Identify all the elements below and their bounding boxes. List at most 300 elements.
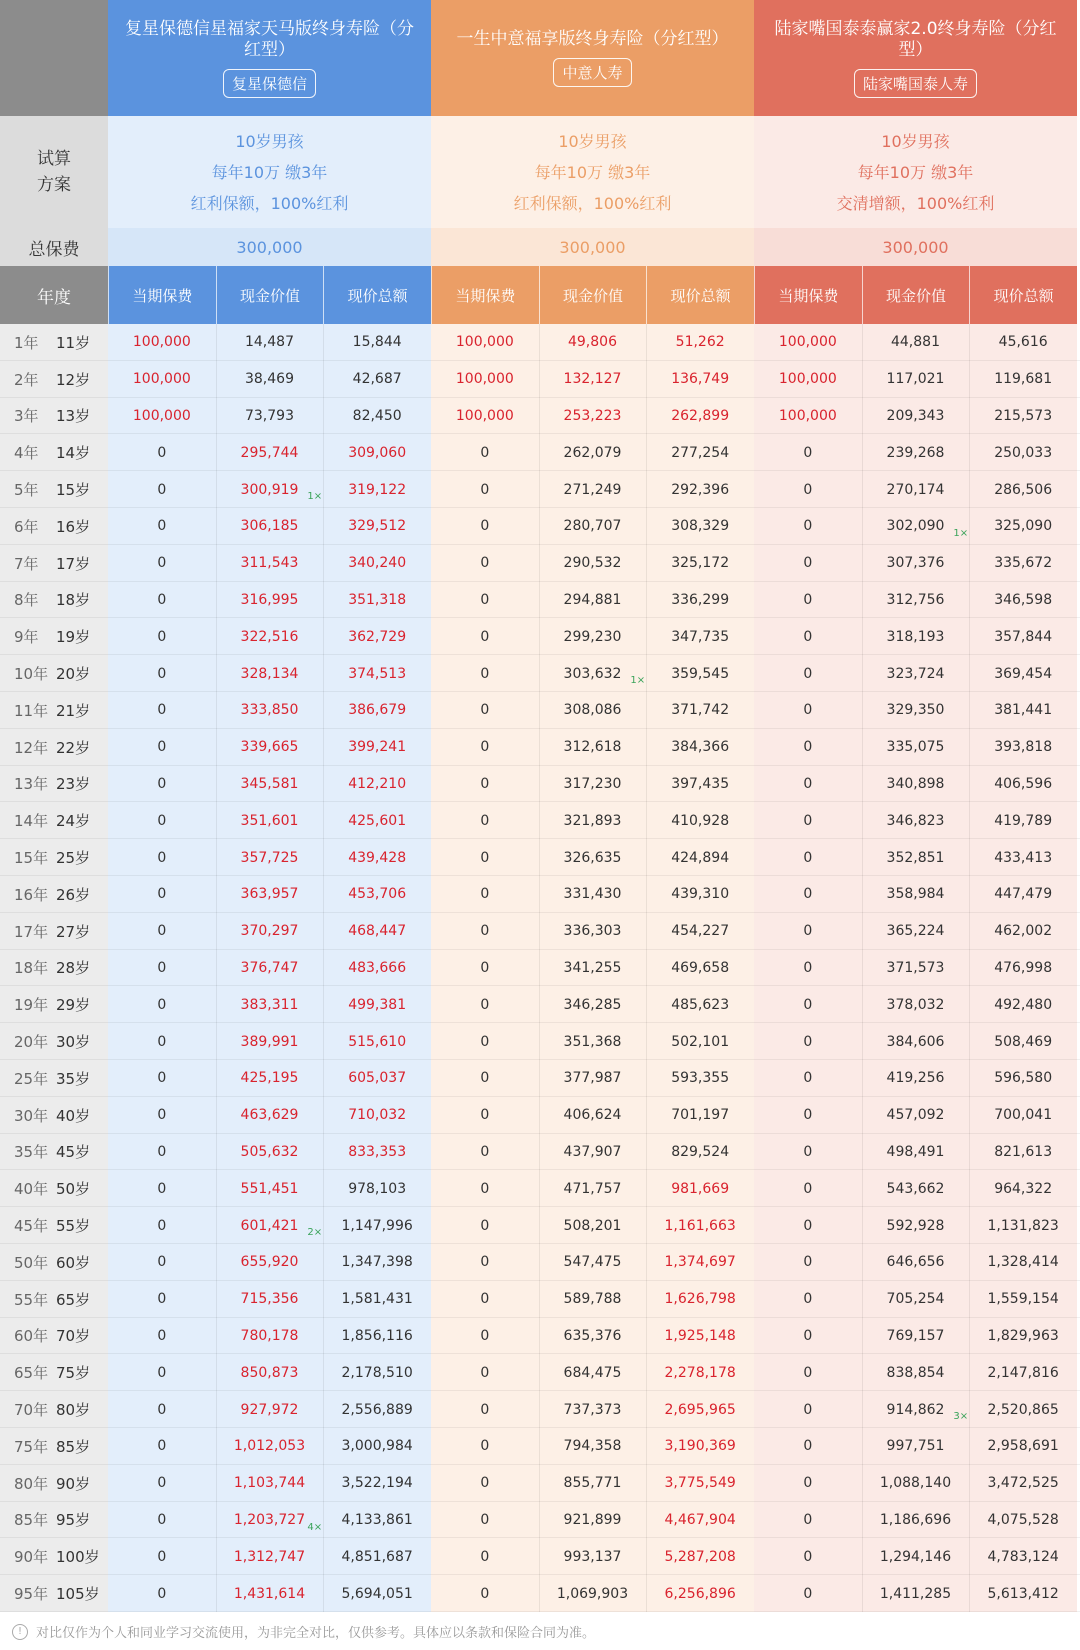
- insured-age: 40岁: [56, 1106, 91, 1125]
- total-premium-2: 300,000: [431, 228, 754, 266]
- current-premium-cell: 0: [803, 1291, 813, 1308]
- year-cell: [0, 986, 108, 1023]
- current-premium-cell: 0: [480, 775, 490, 792]
- current-premium-cell: 0: [157, 1254, 167, 1271]
- cash-value-cell: 737,373: [563, 1401, 622, 1418]
- cash-value-cell: 308,086: [563, 702, 622, 719]
- current-premium-cell: 0: [803, 518, 813, 535]
- policy-year: 30年: [14, 1106, 49, 1125]
- cash-value-cell: 551,451: [240, 1180, 299, 1197]
- cash-value-cell: 303,632: [563, 665, 622, 682]
- current-premium-cell: 0: [803, 1217, 813, 1234]
- insured-age: 27岁: [56, 922, 91, 941]
- cash-value-cell: 376,747: [240, 959, 299, 976]
- policy-year: 9年: [14, 628, 39, 647]
- current-premium-cell: 0: [157, 1364, 167, 1381]
- current-premium-cell: 0: [157, 1511, 167, 1528]
- cash-value-cell: 383,311: [240, 996, 299, 1013]
- cash-value-cell: 299,230: [563, 628, 622, 645]
- cash-value-cell: 1,186,696: [879, 1511, 952, 1528]
- current-premium-cell: 0: [480, 555, 490, 572]
- current-premium-cell: 0: [480, 959, 490, 976]
- policy-year: 4年: [14, 444, 39, 463]
- year-cell: [0, 398, 108, 435]
- year-cell: [0, 1281, 108, 1318]
- total-premium-label: 总保费: [0, 228, 108, 266]
- year-cell: [0, 434, 108, 471]
- plan-cell-1: [108, 116, 431, 228]
- cash-value-cell: 345,581: [240, 775, 299, 792]
- cash-value-cell: 425,195: [240, 1070, 299, 1087]
- cash-value-cell: 635,376: [563, 1327, 622, 1344]
- current-premium-cell: 0: [480, 665, 490, 682]
- cash-value-cell: 295,744: [240, 444, 299, 461]
- cash-value-cell: 1,411,285: [879, 1585, 952, 1602]
- multiplier-mark: 1×: [307, 491, 323, 503]
- policy-year: 95年: [14, 1585, 49, 1604]
- total-value-cell: 1,347,398: [341, 1254, 413, 1271]
- current-premium-cell: 0: [803, 481, 813, 498]
- year-cell: [0, 876, 108, 913]
- cash-value-cell: 341,255: [563, 959, 622, 976]
- current-premium-cell: 0: [480, 1107, 490, 1124]
- total-value-cell: 340,240: [348, 555, 407, 572]
- year-cell: [0, 618, 108, 655]
- cash-value-cell: 44,881: [890, 334, 940, 351]
- cash-value-cell: 346,285: [563, 996, 622, 1013]
- year-cell: [0, 1575, 108, 1612]
- total-value-cell: 406,596: [994, 775, 1053, 792]
- cash-value-cell: 927,972: [240, 1401, 299, 1418]
- policy-year: 70年: [14, 1401, 49, 1420]
- current-premium-cell: 0: [157, 923, 167, 940]
- current-premium-cell: 0: [480, 1475, 490, 1492]
- policy-year: 3年: [14, 407, 39, 426]
- total-value-cell: 833,353: [348, 1143, 407, 1160]
- total-value-cell: 3,472,525: [987, 1475, 1059, 1492]
- total-value-cell: 439,310: [671, 886, 730, 903]
- insured-age: 25岁: [56, 849, 91, 868]
- year-cell: [0, 1097, 108, 1134]
- cash-value-cell: 316,995: [240, 591, 299, 608]
- disclaimer-text: 对比仅作为个人和同业学习交流使用，为非完全对比，仅供参考。具体应以条款和保险合同为准。: [36, 1626, 596, 1641]
- cash-value-cell: 253,223: [563, 407, 622, 424]
- year-cell: [0, 839, 108, 876]
- cash-value-cell: 1,294,146: [879, 1548, 952, 1565]
- cash-value-cell: 326,635: [563, 849, 622, 866]
- total-value-cell: 384,366: [671, 739, 730, 756]
- current-premium-cell: 0: [803, 1401, 813, 1418]
- total-value-cell: 419,789: [994, 812, 1053, 829]
- total-value-cell: 412,210: [348, 775, 407, 792]
- insured-age: 85岁: [56, 1437, 91, 1456]
- insured-age: 26岁: [56, 885, 91, 904]
- total-value-cell: 605,037: [348, 1070, 407, 1087]
- cash-value-cell: 1,103,744: [233, 1475, 306, 1492]
- current-premium-cell: 0: [803, 1254, 813, 1271]
- cash-value-cell: 655,920: [240, 1254, 299, 1271]
- year-header: 年度: [0, 266, 108, 324]
- year-cell: [0, 692, 108, 729]
- cash-value-cell: 239,268: [886, 444, 945, 461]
- total-value-cell: 1,374,697: [664, 1254, 736, 1271]
- cash-value-cell: 705,254: [886, 1291, 945, 1308]
- cash-value-cell: 209,343: [886, 407, 945, 424]
- plan-mode: 红利保额，100%红利: [190, 193, 349, 213]
- product-header-2: [431, 0, 754, 116]
- year-cell: [0, 361, 108, 398]
- total-value-cell: 346,598: [994, 591, 1053, 608]
- total-value-cell: 277,254: [671, 444, 730, 461]
- current-premium-cell: 0: [480, 1327, 490, 1344]
- insured-age: 105岁: [56, 1585, 100, 1604]
- policy-year: 13年: [14, 775, 49, 794]
- policy-year: 10年: [14, 665, 49, 684]
- policy-year: 5年: [14, 481, 39, 500]
- total-value-cell: 829,524: [671, 1143, 730, 1160]
- current-premium-cell: 0: [480, 812, 490, 829]
- insured-age: 45岁: [56, 1143, 91, 1162]
- total-value-cell: 593,355: [671, 1070, 730, 1087]
- total-premium-3: 300,000: [754, 228, 1077, 266]
- cash-value-cell: 336,303: [563, 923, 622, 940]
- current-premium-cell: 0: [803, 923, 813, 940]
- insured-age: 75岁: [56, 1364, 91, 1383]
- year-cell: [0, 655, 108, 692]
- year-cell: [0, 1170, 108, 1207]
- cash-value-cell: 340,898: [886, 775, 945, 792]
- multiplier-mark: 4×: [307, 1521, 323, 1533]
- total-value-cell: 978,103: [348, 1180, 407, 1197]
- cash-value-cell: 684,475: [563, 1364, 622, 1381]
- cash-value-cell: 351,601: [240, 812, 299, 829]
- insured-age: 12岁: [56, 370, 91, 389]
- current-premium-cell: 0: [480, 1033, 490, 1050]
- cash-value-cell: 1,203,727: [233, 1511, 306, 1528]
- current-premium-cell: 0: [157, 1217, 167, 1234]
- current-premium-cell: 0: [157, 996, 167, 1013]
- cash-value-cell: 14,487: [244, 334, 294, 351]
- current-premium-cell: 0: [157, 444, 167, 461]
- current-premium-cell: 0: [480, 1401, 490, 1418]
- cash-value-cell: 331,430: [563, 886, 622, 903]
- cash-value-cell: 370,297: [240, 923, 299, 940]
- total-value-cell: 4,783,124: [987, 1548, 1059, 1565]
- current-premium-cell: 0: [157, 1180, 167, 1197]
- cash-value-cell: 377,987: [563, 1070, 622, 1087]
- cash-value-cell: 406,624: [563, 1107, 622, 1124]
- year-cell: [0, 766, 108, 803]
- year-cell: [0, 1244, 108, 1281]
- current-premium-cell: 0: [803, 1438, 813, 1455]
- cash-value-cell: 547,475: [563, 1254, 622, 1271]
- cash-value-cell: 1,069,903: [556, 1585, 629, 1602]
- cash-value-cell: 311,543: [240, 555, 299, 572]
- col-header-total_value: 现价总额: [646, 266, 754, 324]
- col-header-current_premium: 当期保费: [754, 266, 862, 324]
- policy-year: 45年: [14, 1217, 49, 1236]
- total-value-cell: 309,060: [348, 444, 407, 461]
- insured-age: 13岁: [56, 407, 91, 426]
- cash-value-cell: 302,090: [886, 518, 945, 535]
- cash-value-cell: 389,991: [240, 1033, 299, 1050]
- total-value-cell: 425,601: [348, 812, 407, 829]
- col-header-current_premium: 当期保费: [431, 266, 539, 324]
- cash-value-cell: 505,632: [240, 1143, 299, 1160]
- current-premium-cell: 0: [157, 1401, 167, 1418]
- policy-year: 65年: [14, 1364, 49, 1383]
- insured-age: 14岁: [56, 444, 91, 463]
- cash-value-cell: 117,021: [886, 371, 945, 388]
- policy-year: 80年: [14, 1474, 49, 1493]
- company-badge: 陆家嘴国泰人寿: [854, 69, 977, 98]
- total-value-cell: 357,844: [994, 628, 1053, 645]
- total-value-cell: 1,328,414: [987, 1254, 1059, 1271]
- cash-value-cell: 312,618: [563, 739, 622, 756]
- current-premium-cell: 0: [480, 849, 490, 866]
- product-name: 陆家嘴国泰泰赢家2.0终身寿险（分红型）: [774, 18, 1057, 60]
- total-value-cell: 483,666: [348, 959, 407, 976]
- total-value-cell: 964,322: [994, 1180, 1053, 1197]
- current-premium-cell: 0: [157, 628, 167, 645]
- cash-value-cell: 38,469: [244, 371, 294, 388]
- current-premium-cell: 0: [803, 959, 813, 976]
- multiplier-mark: 3×: [953, 1411, 969, 1423]
- total-value-cell: 15,844: [352, 334, 402, 351]
- insured-age: 11岁: [56, 333, 91, 352]
- cash-value-cell: 592,928: [886, 1217, 945, 1234]
- total-value-cell: 1,131,823: [987, 1217, 1059, 1234]
- year-cell: [0, 1391, 108, 1428]
- current-premium-cell: 0: [803, 1511, 813, 1528]
- total-value-cell: 308,329: [671, 518, 730, 535]
- insured-age: 15岁: [56, 481, 91, 500]
- policy-year: 1年: [14, 333, 39, 352]
- total-value-cell: 393,818: [994, 739, 1053, 756]
- year-cell: [0, 1134, 108, 1171]
- policy-year: 15年: [14, 849, 49, 868]
- total-value-cell: 3,190,369: [664, 1438, 736, 1455]
- cash-value-cell: 715,356: [240, 1291, 299, 1308]
- current-premium-cell: 0: [803, 1033, 813, 1050]
- current-premium-cell: 0: [803, 702, 813, 719]
- total-value-cell: 6,256,896: [664, 1585, 736, 1602]
- cash-value-cell: 498,491: [886, 1143, 945, 1160]
- year-cell: [0, 1502, 108, 1539]
- current-premium-cell: 0: [803, 996, 813, 1013]
- total-value-cell: 701,197: [671, 1107, 730, 1124]
- total-value-cell: 5,287,208: [664, 1548, 736, 1565]
- cash-value-cell: 358,984: [886, 886, 945, 903]
- year-cell: [0, 1465, 108, 1502]
- cash-value-cell: 73,793: [244, 407, 294, 424]
- current-premium-cell: 0: [157, 518, 167, 535]
- insured-age: 21岁: [56, 701, 91, 720]
- total-value-cell: 4,133,861: [341, 1511, 413, 1528]
- total-value-cell: 4,467,904: [664, 1511, 736, 1528]
- current-premium-cell: 100,000: [455, 371, 514, 388]
- cash-value-cell: 312,756: [886, 591, 945, 608]
- cash-value-cell: 322,516: [240, 628, 299, 645]
- cash-value-cell: 323,724: [886, 665, 945, 682]
- total-value-cell: 2,958,691: [987, 1438, 1059, 1455]
- policy-year: 18年: [14, 959, 49, 978]
- current-premium-cell: 0: [803, 775, 813, 792]
- current-premium-cell: 0: [480, 444, 490, 461]
- insured-age: 95岁: [56, 1511, 91, 1530]
- total-value-cell: 82,450: [352, 407, 402, 424]
- total-value-cell: 1,161,663: [664, 1217, 736, 1234]
- plan-premium: 每年10万 缴3年: [534, 162, 651, 182]
- current-premium-cell: 0: [803, 812, 813, 829]
- cash-value-cell: 262,079: [563, 444, 622, 461]
- current-premium-cell: 0: [157, 1327, 167, 1344]
- policy-year: 14年: [14, 812, 49, 831]
- cash-value-cell: 419,256: [886, 1070, 945, 1087]
- total-value-cell: 424,894: [671, 849, 730, 866]
- policy-year: 85年: [14, 1511, 49, 1530]
- policy-year: 17年: [14, 922, 49, 941]
- insured-age: 17岁: [56, 554, 91, 573]
- cash-value-cell: 838,854: [886, 1364, 945, 1381]
- current-premium-cell: 0: [157, 1438, 167, 1455]
- cash-value-cell: 1,088,140: [879, 1475, 952, 1492]
- cash-value-cell: 271,249: [563, 481, 622, 498]
- total-value-cell: 508,469: [994, 1033, 1053, 1050]
- cash-value-cell: 132,127: [563, 371, 622, 388]
- total-value-cell: 51,262: [675, 334, 725, 351]
- insured-age: 24岁: [56, 812, 91, 831]
- current-premium-cell: 0: [157, 1475, 167, 1492]
- cash-value-cell: 371,573: [886, 959, 945, 976]
- current-premium-cell: 0: [157, 739, 167, 756]
- current-premium-cell: 0: [803, 1475, 813, 1492]
- total-value-cell: 1,829,963: [987, 1327, 1059, 1344]
- current-premium-cell: 0: [480, 1511, 490, 1528]
- policy-year: 90年: [14, 1548, 49, 1567]
- insured-age: 23岁: [56, 775, 91, 794]
- plan-age: 10岁男孩: [558, 131, 627, 151]
- cash-value-cell: 437,907: [563, 1143, 622, 1160]
- year-cell: [0, 1538, 108, 1575]
- total-value-cell: 4,851,687: [341, 1548, 413, 1565]
- current-premium-cell: 0: [480, 1143, 490, 1160]
- current-premium-cell: 0: [803, 1364, 813, 1381]
- cash-value-cell: 318,193: [886, 628, 945, 645]
- plan-label: 试算方案: [0, 116, 108, 228]
- cash-value-cell: 601,421: [240, 1217, 299, 1234]
- policy-year: 60年: [14, 1327, 49, 1346]
- current-premium-cell: 0: [157, 849, 167, 866]
- total-value-cell: 515,610: [348, 1033, 407, 1050]
- total-value-cell: 374,513: [348, 665, 407, 682]
- cash-value-cell: 306,185: [240, 518, 299, 535]
- current-premium-cell: 0: [803, 628, 813, 645]
- current-premium-cell: 100,000: [455, 334, 514, 351]
- multiplier-mark: 1×: [630, 675, 646, 687]
- insured-age: 50岁: [56, 1180, 91, 1199]
- year-cell: [0, 508, 108, 545]
- total-value-cell: 45,616: [998, 334, 1048, 351]
- insured-age: 60岁: [56, 1253, 91, 1272]
- total-value-cell: 359,545: [671, 665, 730, 682]
- total-value-cell: 476,998: [994, 959, 1053, 976]
- cash-value-cell: 1,012,053: [233, 1438, 306, 1455]
- plan-age: 10岁男孩: [881, 131, 950, 151]
- current-premium-cell: 0: [480, 1438, 490, 1455]
- current-premium-cell: 0: [803, 1107, 813, 1124]
- total-value-cell: 136,749: [671, 371, 730, 388]
- year-cell: [0, 545, 108, 582]
- total-value-cell: 2,520,865: [987, 1401, 1059, 1418]
- cash-value-cell: 328,134: [240, 665, 299, 682]
- total-value-cell: 336,299: [671, 591, 730, 608]
- policy-year: 40年: [14, 1180, 49, 1199]
- current-premium-cell: 0: [803, 1327, 813, 1344]
- cash-value-cell: 471,757: [563, 1180, 622, 1197]
- year-cell: [0, 1318, 108, 1355]
- total-value-cell: 502,101: [671, 1033, 730, 1050]
- current-premium-cell: 0: [157, 812, 167, 829]
- year-cell: [0, 1023, 108, 1060]
- insured-age: 70岁: [56, 1327, 91, 1346]
- cash-value-cell: 543,662: [886, 1180, 945, 1197]
- cash-value-cell: 850,873: [240, 1364, 299, 1381]
- current-premium-cell: 0: [803, 886, 813, 903]
- year-cell: [0, 950, 108, 987]
- total-value-cell: 499,381: [348, 996, 407, 1013]
- total-value-cell: 3,775,549: [664, 1475, 736, 1492]
- cash-value-cell: 794,358: [563, 1438, 622, 1455]
- info-icon: !: [12, 1624, 28, 1640]
- insured-age: 18岁: [56, 591, 91, 610]
- insured-age: 19岁: [56, 628, 91, 647]
- current-premium-cell: 100,000: [778, 334, 837, 351]
- col-header-cash_value: 现金价值: [862, 266, 970, 324]
- current-premium-cell: 0: [157, 591, 167, 608]
- plan-mode: 红利保额，100%红利: [513, 193, 672, 213]
- year-cell: [0, 1354, 108, 1391]
- total-value-cell: 399,241: [348, 739, 407, 756]
- cash-value-cell: 300,919: [240, 481, 299, 498]
- insured-age: 22岁: [56, 738, 91, 757]
- current-premium-cell: 0: [803, 1548, 813, 1565]
- total-value-cell: 286,506: [994, 481, 1053, 498]
- current-premium-cell: 100,000: [132, 407, 191, 424]
- total-value-cell: 329,512: [348, 518, 407, 535]
- total-value-cell: 351,318: [348, 591, 407, 608]
- cash-value-cell: 384,606: [886, 1033, 945, 1050]
- total-value-cell: 410,928: [671, 812, 730, 829]
- total-value-cell: 347,735: [671, 628, 730, 645]
- cash-value-cell: 508,201: [563, 1217, 622, 1234]
- current-premium-cell: 0: [803, 1070, 813, 1087]
- current-premium-cell: 0: [803, 1143, 813, 1160]
- total-value-cell: 3,522,194: [341, 1475, 413, 1492]
- policy-year: 2年: [14, 370, 39, 389]
- total-value-cell: 710,032: [348, 1107, 407, 1124]
- insured-age: 90岁: [56, 1474, 91, 1493]
- cash-value-cell: 363,957: [240, 886, 299, 903]
- current-premium-cell: 0: [157, 1548, 167, 1565]
- current-premium-cell: 0: [803, 444, 813, 461]
- product-header-1: [108, 0, 431, 116]
- plan-cell-2: [431, 116, 754, 228]
- current-premium-cell: 0: [157, 1070, 167, 1087]
- total-value-cell: 42,687: [352, 371, 402, 388]
- total-value-cell: 369,454: [994, 665, 1053, 682]
- total-value-cell: 1,147,996: [341, 1217, 413, 1234]
